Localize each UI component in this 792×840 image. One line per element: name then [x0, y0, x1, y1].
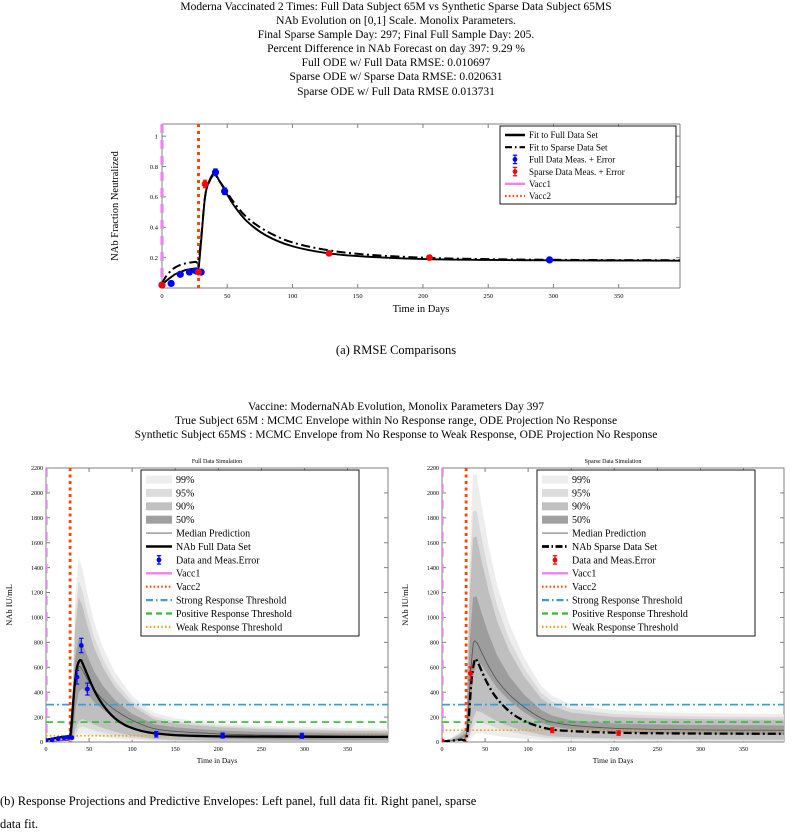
svg-text:350: 350: [739, 747, 749, 753]
svg-text:250: 250: [256, 747, 266, 753]
svg-text:99%: 99%: [176, 474, 195, 486]
svg-text:0.6: 0.6: [149, 194, 158, 202]
svg-text:800: 800: [34, 640, 43, 647]
svg-text:350: 350: [343, 747, 353, 753]
svg-text:1000: 1000: [31, 615, 43, 622]
svg-text:100: 100: [127, 747, 137, 753]
svg-text:350: 350: [613, 293, 624, 300]
svg-text:0: 0: [160, 293, 164, 300]
svg-text:NAb IU/mL: NAb IU/mL: [400, 584, 410, 626]
svg-text:Vacc1: Vacc1: [572, 568, 597, 580]
svg-text:Positive Response Threshold: Positive Response Threshold: [176, 608, 292, 620]
svg-text:800: 800: [430, 640, 439, 647]
svg-text:100: 100: [287, 293, 298, 300]
figure-b-title-line-1: Vaccine: ModernaNAb Evolution, Monolix Parameters Day 397: [247, 401, 545, 413]
svg-text:2200: 2200: [427, 466, 439, 473]
svg-text:NAb IU/mL: NAb IU/mL: [4, 584, 14, 626]
svg-text:1400: 1400: [31, 565, 43, 572]
svg-text:1600: 1600: [31, 540, 43, 547]
figure-a-title-line-7: Sparse ODE w/ Full Data RMSE 0.013731: [297, 85, 495, 98]
svg-text:50%: 50%: [572, 515, 591, 527]
svg-text:Time in Days: Time in Days: [392, 304, 450, 315]
svg-text:250: 250: [652, 747, 662, 753]
svg-text:Vacc2: Vacc2: [572, 582, 597, 594]
svg-text:1800: 1800: [427, 516, 439, 523]
svg-text:Weak Response Threshold: Weak Response Threshold: [572, 622, 679, 634]
svg-text:Median Prediction: Median Prediction: [176, 528, 251, 540]
svg-text:0: 0: [440, 747, 444, 753]
svg-text:300: 300: [695, 747, 705, 753]
svg-text:Fit to Sparse Data Set: Fit to Sparse Data Set: [529, 142, 608, 153]
svg-text:90%: 90%: [572, 501, 591, 513]
svg-text:Full Data Simulation: Full Data Simulation: [191, 459, 243, 465]
svg-text:400: 400: [34, 690, 43, 697]
figure-b-title-line-3: Synthetic Subject 65MS : MCMC Envelope from No Response to Weak Response, ODE Projection No Response: [134, 429, 658, 442]
svg-text:Vacc1: Vacc1: [529, 179, 551, 189]
svg-text:90%: 90%: [176, 501, 195, 513]
figure-a-title-line-6: Sparse ODE w/ Sparse Data RMSE: 0.020631: [289, 71, 503, 84]
svg-text:Sparse Data Meas. + Error: Sparse Data Meas. + Error: [529, 166, 625, 177]
svg-text:0: 0: [44, 747, 48, 753]
svg-text:Vacc2: Vacc2: [529, 191, 551, 202]
svg-text:200: 200: [213, 747, 223, 753]
svg-text:Vacc1: Vacc1: [176, 568, 201, 580]
svg-text:200: 200: [34, 715, 43, 722]
svg-text:Positive Response Threshold: Positive Response Threshold: [572, 608, 688, 620]
svg-text:NAb Fraction Neutralized: NAb Fraction Neutralized: [110, 151, 121, 261]
svg-text:NAb Full Data Set: NAb Full Data Set: [176, 541, 251, 553]
svg-text:1400: 1400: [427, 565, 439, 572]
svg-text:300: 300: [548, 293, 559, 300]
svg-text:2200: 2200: [31, 466, 43, 473]
svg-text:1000: 1000: [427, 615, 439, 622]
svg-text:2000: 2000: [31, 491, 43, 498]
full-data-simulation-chart: [0, 450, 396, 782]
figure-b-caption-line-2: data fit.: [0, 817, 39, 831]
svg-text:Weak Response Threshold: Weak Response Threshold: [176, 622, 283, 634]
svg-text:Median Prediction: Median Prediction: [572, 528, 647, 540]
figure-b-title-line-2: True Subject 65M : MCMC Envelope within No Response range, ODE Projection No Response: [174, 415, 618, 428]
svg-text:50: 50: [86, 747, 93, 753]
svg-text:1: 1: [154, 133, 158, 141]
svg-text:0.4: 0.4: [149, 224, 158, 232]
figure-b-caption: [0, 790, 792, 836]
svg-text:Sparse Data Simulation: Sparse Data Simulation: [584, 459, 642, 465]
svg-text:50: 50: [223, 293, 231, 300]
svg-text:0.2: 0.2: [149, 254, 158, 262]
svg-text:600: 600: [34, 665, 43, 672]
svg-text:0: 0: [436, 740, 439, 747]
svg-text:200: 200: [430, 715, 439, 722]
svg-text:99%: 99%: [572, 474, 591, 486]
svg-text:1200: 1200: [427, 590, 439, 597]
figure-b-title-block: [0, 400, 792, 442]
figure-a-caption: (a) RMSE Comparisons: [335, 343, 457, 357]
figure-a-title-line-5: Full ODE w/ Full Data RMSE: 0.010697: [301, 57, 491, 70]
svg-text:0.8: 0.8: [149, 163, 158, 171]
svg-text:Full Data Meas. + Error: Full Data Meas. + Error: [529, 154, 616, 165]
svg-text:150: 150: [566, 747, 576, 753]
figure-a-title-line-4: Percent Difference in NAb Forecast on day 397: 9.29 %: [267, 43, 525, 56]
figure-a-title-line-2: NAb Evolution on [0,1] Scale. Monolix Parameters.: [276, 15, 516, 28]
svg-text:1200: 1200: [31, 590, 43, 597]
svg-text:150: 150: [170, 747, 180, 753]
svg-text:NAb Sparse Data Set: NAb Sparse Data Set: [572, 541, 658, 553]
svg-text:250: 250: [483, 293, 494, 300]
figure-b-caption-line-1: (b) Response Projections and Predictive Envelopes: Left panel, full data fit. Right panel, sparse: [0, 794, 477, 808]
svg-text:1600: 1600: [427, 540, 439, 547]
svg-text:95%: 95%: [572, 488, 591, 500]
svg-text:Time in Days: Time in Days: [196, 756, 238, 765]
sparse-data-simulation-chart: [396, 450, 792, 782]
svg-text:400: 400: [430, 690, 439, 697]
svg-text:Data and Meas.Error: Data and Meas.Error: [176, 555, 260, 567]
svg-text:100: 100: [523, 747, 533, 753]
svg-text:Strong Response Threshold: Strong Response Threshold: [176, 595, 287, 607]
svg-text:600: 600: [430, 665, 439, 672]
figure-a-title-line-1: Moderna Vaccinated 2 Times: Full Data Subject 65M vs Synthetic Sparse Data Subject 65MS: [180, 1, 612, 13]
svg-text:95%: 95%: [176, 488, 195, 500]
figure-a-title-block: [0, 0, 792, 99]
svg-text:Data and Meas.Error: Data and Meas.Error: [572, 555, 656, 567]
svg-text:Strong Response Threshold: Strong Response Threshold: [572, 595, 683, 607]
figure-a-title-line-3: Final Sparse Sample Day: 297; Final Full Sample Day: 205.: [257, 29, 535, 42]
svg-text:1800: 1800: [31, 516, 43, 523]
svg-text:50%: 50%: [176, 515, 195, 527]
rmse-comparison-chart: [100, 112, 692, 322]
svg-text:150: 150: [352, 293, 363, 300]
svg-text:Time in Days: Time in Days: [592, 756, 634, 765]
svg-text:Vacc2: Vacc2: [176, 582, 201, 594]
svg-text:0: 0: [40, 740, 43, 747]
svg-text:300: 300: [299, 747, 309, 753]
svg-text:200: 200: [418, 293, 428, 300]
svg-text:Fit to Full Data Set: Fit to Full Data Set: [529, 130, 599, 141]
svg-text:2000: 2000: [427, 491, 439, 498]
svg-text:200: 200: [609, 747, 619, 753]
svg-text:50: 50: [482, 747, 489, 753]
